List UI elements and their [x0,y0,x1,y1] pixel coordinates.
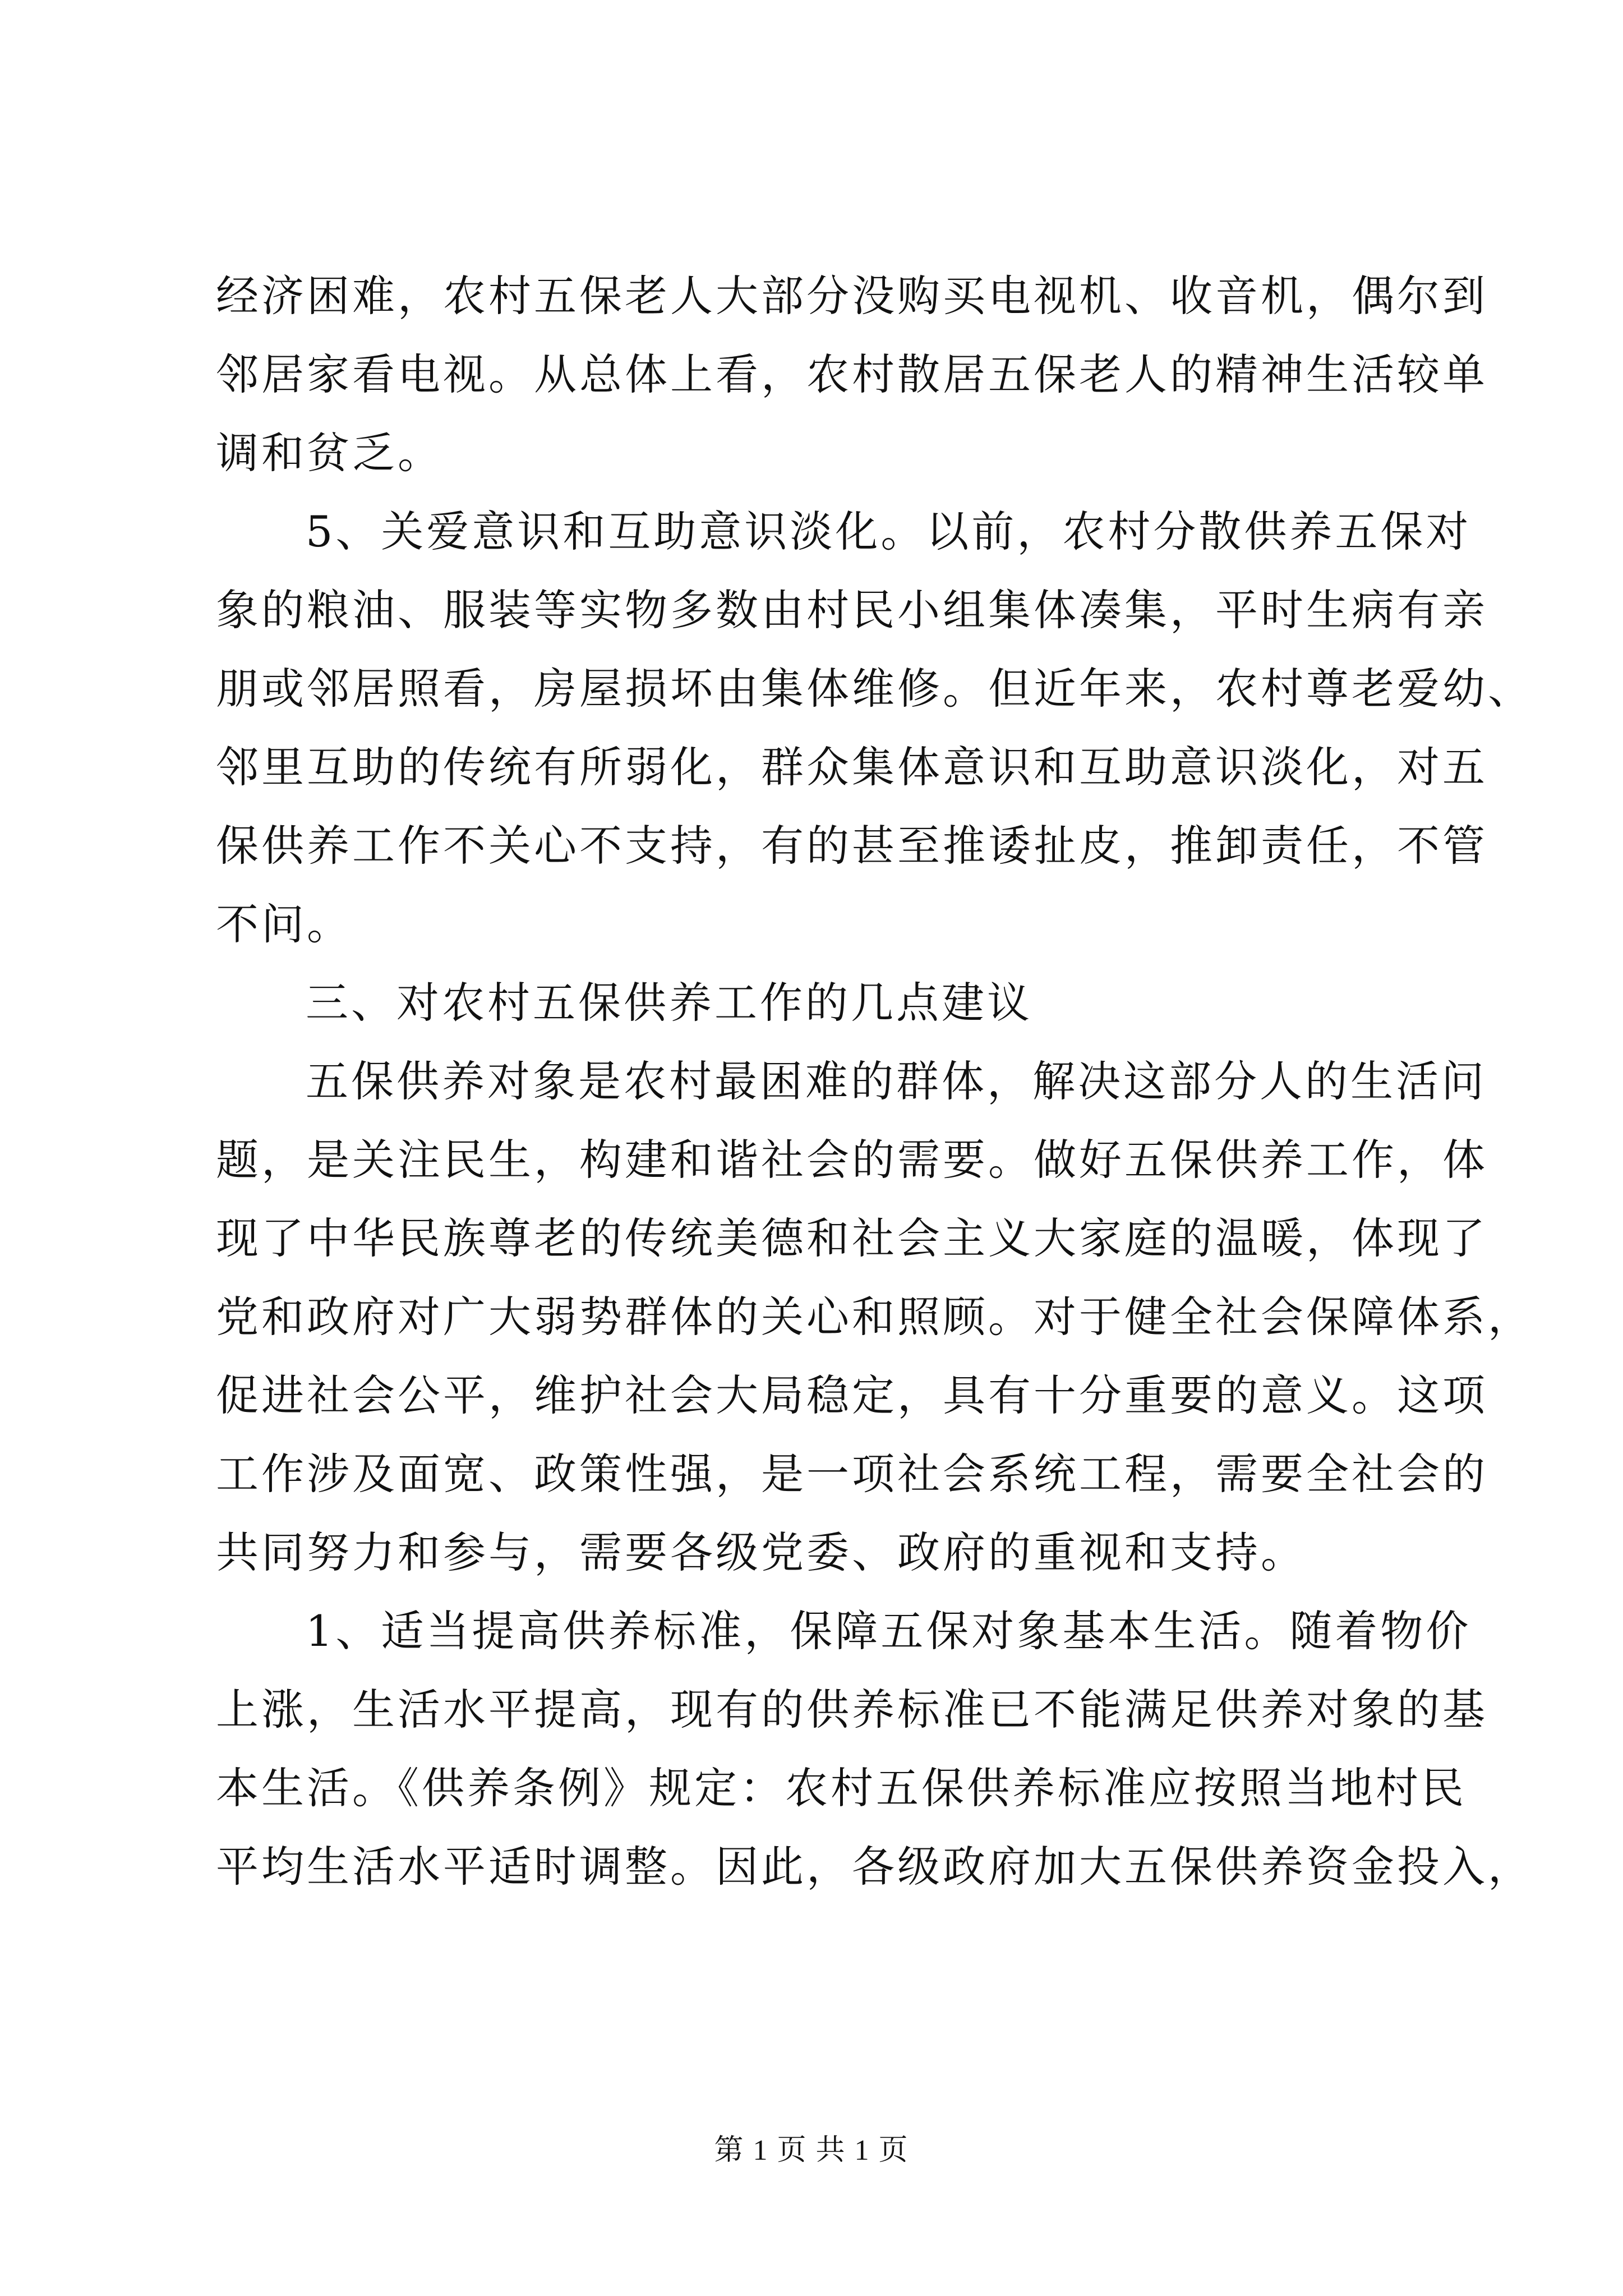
text-line: 工作涉及面宽、政策性强，是一项社会系统工程，需要全社会的 [216,1449,1488,1499]
text-line: 党和政府对广大弱势群体的关心和照顾。对于健全社会保障体系， [216,1292,1533,1342]
text-line: 象的粮油、服装等实物多数由村民小组集体凑集，平时生病有亲 [216,585,1488,635]
text-line: 五保供养对象是农村最困难的群体，解决这部分人的生活问 [306,1056,1487,1106]
text-line: 上涨，生活水平提高，现有的供养标准已不能满足供养对象的基 [216,1685,1488,1734]
text-line: 不问。 [216,899,352,949]
text-line: 保供养工作不关心不支持，有的甚至推诿扯皮，推卸责任，不管 [216,821,1488,871]
text-line: 共同努力和参与，需要各级党委、政府的重视和支持。 [216,1527,1306,1577]
text-line: 邻里互助的传统有所弱化，群众集体意识和互助意识淡化，对五 [216,742,1488,792]
text-line: 朋或邻居照看，房屋损坏由集体维修。但近年来，农村尊老爱幼、 [216,664,1533,714]
text-line: 平均生活水平适时调整。因此，各级政府加大五保供养资金投入， [216,1842,1533,1892]
document-body [216,257,1533,1906]
text-line: 三、对农村五保供养工作的几点建议 [306,978,1032,1028]
text-line: 5、关爱意识和互助意识淡化。以前，农村分散供养五保对 [306,507,1472,556]
text-line: 现了中华民族尊老的传统美德和社会主义大家庭的温暖，体现了 [216,1213,1488,1263]
text-line: 经济困难，农村五保老人大部分没购买电视机、收音机，偶尔到 [216,271,1488,321]
text-line: 题，是关注民生，构建和谐社会的需要。做好五保供养工作，体 [216,1135,1488,1185]
text-line: 促进社会公平，维护社会大局稳定，具有十分重要的意义。这项 [216,1370,1488,1420]
text-line: 1、适当提高供养标准，保障五保对象基本生活。随着物价 [306,1606,1472,1656]
text-line: 本生活。《供养条例》规定：农村五保供养标准应按照当地村民 [216,1763,1467,1813]
text-line: 调和贫乏。 [216,428,443,478]
text-line: 邻居家看电视。从总体上看，农村散居五保老人的精神生活较单 [216,349,1488,399]
page-footer: 第 1 页 共 1 页 [714,2134,909,2166]
